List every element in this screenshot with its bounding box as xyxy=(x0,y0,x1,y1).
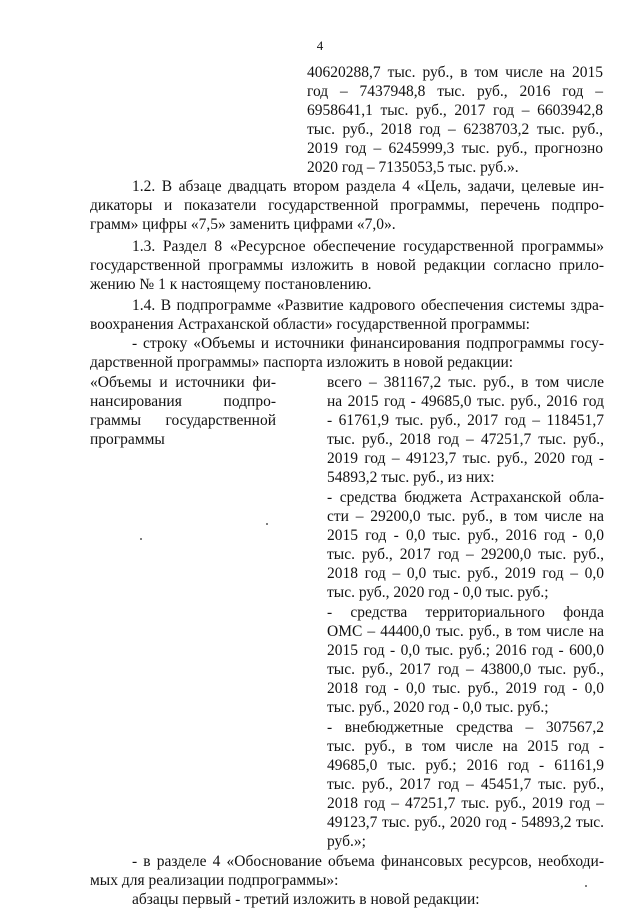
text-line: абзацы первый - третий изложить в новой редакции: xyxy=(132,891,480,908)
text-line: 2015 год - 0,0 тыс. руб., 2016 год - 0,0 xyxy=(327,527,604,544)
text-line: на 2015 год - 49685,0 тыс. руб., 2016 год xyxy=(327,393,604,410)
text-line: - средства бюджета Астраханской обла- xyxy=(327,489,604,506)
scan-speck xyxy=(140,538,142,540)
text-line: воохранения Астраханской области» государственной программы: xyxy=(90,316,530,333)
text-line: программы xyxy=(90,431,165,448)
text-line: всего – 381167,2 тыс. руб., в том числе xyxy=(327,374,604,391)
text-line: тыс. руб., 2017 год – 45451,7 тыс. руб., xyxy=(327,776,604,793)
text-line: тыс. руб., 2017 год – 29200,0 тыс. руб., xyxy=(327,546,604,563)
text-line: жению № 1 к настоящему постановлению. xyxy=(90,276,372,293)
text-line: 1.4. В подпрограмме «Развитие кадрового обеспечения системы здра- xyxy=(132,297,604,314)
text-line: 2015 год - 0,0 тыс. руб.; 2016 год - 600,0 xyxy=(327,642,604,659)
scan-speck xyxy=(266,523,268,525)
text-line: «Объемы и источники фи- xyxy=(90,374,276,391)
text-line: 2020 год – 7135053,5 тыс. руб.». xyxy=(307,159,519,176)
text-line: нансирования подпро- xyxy=(90,393,276,410)
scan-speck xyxy=(585,885,587,887)
text-line: государственной программы изложить в новой редакции согласно прило- xyxy=(90,257,604,274)
text-line: 2019 год – 49123,7 тыс. руб., 2020 год - xyxy=(327,450,604,467)
text-line: тыс. руб., 2017 год – 43800,0 тыс. руб., xyxy=(327,661,604,678)
text-line: 2019 год – 6245999,3 тыс. руб., прогнозно xyxy=(307,140,603,157)
text-line: 1.3. Раздел 8 «Ресурсное обеспечение государственной программы» xyxy=(132,238,604,255)
text-line: дарственной программы» паспорта изложить в новой редакции: xyxy=(90,354,514,371)
text-line: руб.»; xyxy=(327,833,366,850)
text-line: дикаторы и показатели государственной программы, перечень подпро- xyxy=(90,197,604,214)
text-line: 49685,0 тыс. руб.; 2016 год - 61161,9 xyxy=(327,757,604,774)
text-line: тыс. руб., 2018 год – 6238703,2 тыс. руб., xyxy=(307,121,603,138)
text-line: - средства территориального фонда xyxy=(327,604,604,621)
text-line: 54893,2 тыс. руб., из них: xyxy=(327,469,495,486)
text-line: сти – 29200,0 тыс. руб., в том числе на xyxy=(327,508,604,525)
text-line: тыс. руб., 2020 год - 0,0 тыс. руб.; xyxy=(327,584,549,601)
page-number: 4 xyxy=(316,38,324,53)
text-line: граммы государственной xyxy=(90,412,276,429)
text-line: год – 7437948,8 тыс. руб., 2016 год – xyxy=(307,83,603,100)
text-line: мых для реализации подпрограммы»: xyxy=(90,872,339,889)
text-line: 6958641,1 тыс. руб., 2017 год – 6603942,8 xyxy=(307,102,603,119)
text-line: 2018 год - 0,0 тыс. руб., 2019 год - 0,0 xyxy=(327,680,604,697)
text-line: тыс. руб., в том числе на 2015 год - xyxy=(327,738,604,755)
text-line: 2018 год – 0,0 тыс. руб., 2019 год – 0,0 xyxy=(327,565,604,582)
text-line: - строку «Объемы и источники финансирования подпрограммы госу- xyxy=(132,335,604,352)
text-line: тыс. руб., 2018 год – 47251,7 тыс. руб., xyxy=(327,431,604,448)
text-line: 2018 год – 47251,7 тыс. руб., 2019 год – xyxy=(327,795,604,812)
text-line: тыс. руб., 2020 год - 0,0 тыс. руб.; xyxy=(327,699,549,716)
text-line: 49123,7 тыс. руб., 2020 год - 54893,2 тыс. xyxy=(327,814,604,831)
text-line: ОМС – 44400,0 тыс. руб., в том числе на xyxy=(327,623,604,640)
text-line: - внебюджетные средства – 307567,2 xyxy=(327,719,604,736)
text-line: - в разделе 4 «Обоснование объема финансовых ресурсов, необходи- xyxy=(132,853,604,870)
text-line: 40620288,7 тыс. руб., в том числе на 2015 xyxy=(307,64,603,81)
text-line: 1.2. В абзаце двадцать втором раздела 4 «Цель, задачи, целевые ин- xyxy=(132,178,604,195)
text-line: - 61761,9 тыс. руб., 2017 год – 118451,7 xyxy=(327,412,604,429)
text-line: грамм» цифры «7,5» заменить цифрами «7,0». xyxy=(90,216,396,233)
